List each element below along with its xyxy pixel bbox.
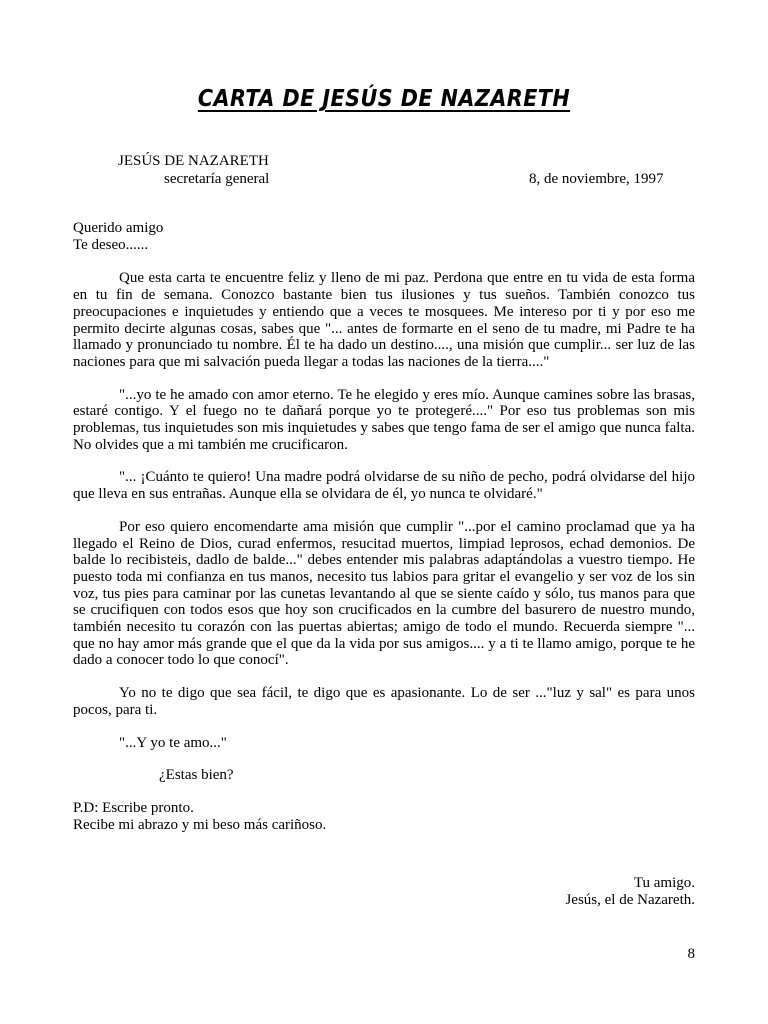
closing-line-2: Jesús, el de Nazareth. xyxy=(565,892,695,908)
sender-name: JESÚS DE NAZARETH xyxy=(118,153,269,169)
paragraph-1: Que esta carta te encuentre feliz y lleno de mi paz. Perdona que entre en tu vida de esta forma en tu fin de semana. Conozco bastante bien tus ilusiones y tus sueños. También conozco tus preocupaciones e inquietudes y entiendo que a veces te mosquees. Me intereso por ti y por eso me permito decirte algunas cosas, sabes que "... antes de formarte en el seno de tu madre, mi Padre te ha llamado y pronunciado tu nombre. Él te ha dado un destino...., una misión que cumplir... ser luz de las naciones para que mi salvación pueda llegar a todas las naciones de la tierra...." xyxy=(73,270,695,370)
letter-date: 8, de noviembre, 1997 xyxy=(529,171,664,187)
paragraph-3: "... ¡Cuánto te quiero! Una madre podrá olvidarse de su niño de pecho, podrá olvidarse del hijo que lleva en sus entrañas. Aunque ella se olvidara de él, yo nunca te olvidaré." xyxy=(73,469,695,503)
quote-line: "...Y yo te amo..." xyxy=(119,734,227,751)
question-line: ¿Estas bien? xyxy=(159,767,234,784)
salutation: Querido amigo xyxy=(73,220,164,236)
paragraph-5: Yo no te digo que sea fácil, te digo que es apasionante. Lo de ser ..."luz y sal" es para unos pocos, para ti. xyxy=(73,685,695,718)
page-number: 8 xyxy=(687,946,695,962)
closing-signature xyxy=(565,875,695,909)
letter-title: CARTA DE JESÚS DE NAZARETH xyxy=(197,86,571,112)
postscript: P.D: Escribe pronto. xyxy=(73,799,194,816)
letter-body xyxy=(73,220,695,833)
paragraph-4: Por eso quiero encomendarte ama misión que cumplir "...por el camino proclamad que ya ha llegado el Reino de Dios, curad enfermos, resucitad muertos, limpiad leprosos, echad demonios. De balde lo recibisteis, dadlo de balde..." debes entender mis palabras adaptándolas a vuestro tiempo. He puesto toda mi confianza en tus manos, necesito tus labios para gritar el evangelio y ser voz de los sin voz, tus pies para caminar por las cunetas levantando al que se siente caído y sólo, tus manos para que se crucifiquen con todos esos que hoy son crucificados en la cumbre del basurero de nuestro mundo, también necesito tu corazón con las puertas abiertas; amigo de todo el mundo. Recuerda siempre "... que no hay amor más grande que el que da la vida por sus amigos.... y a ti te llamo amigo, porque te he dado a conocer todo lo que conocí". xyxy=(73,518,695,669)
sender-department: secretaría general xyxy=(164,171,270,187)
paragraph-2: "...yo te he amado con amor eterno. Te he elegido y eres mío. Aunque camines sobre las brasas, estaré contigo. Y el fuego no te dañará porque yo te protegeré...." Por eso tus problemas son mis problemas, tus inquietudes son mis inquietudes y sabes que tengo fama de ser el amigo que nunca falta. No olvides que a mi también me crucificaron. xyxy=(73,386,695,453)
closing-line-1: Tu amigo. xyxy=(633,875,695,891)
farewell: Recibe mi abrazo y mi beso más cariñoso. xyxy=(73,816,327,833)
greeting: Te deseo...... xyxy=(73,236,149,253)
